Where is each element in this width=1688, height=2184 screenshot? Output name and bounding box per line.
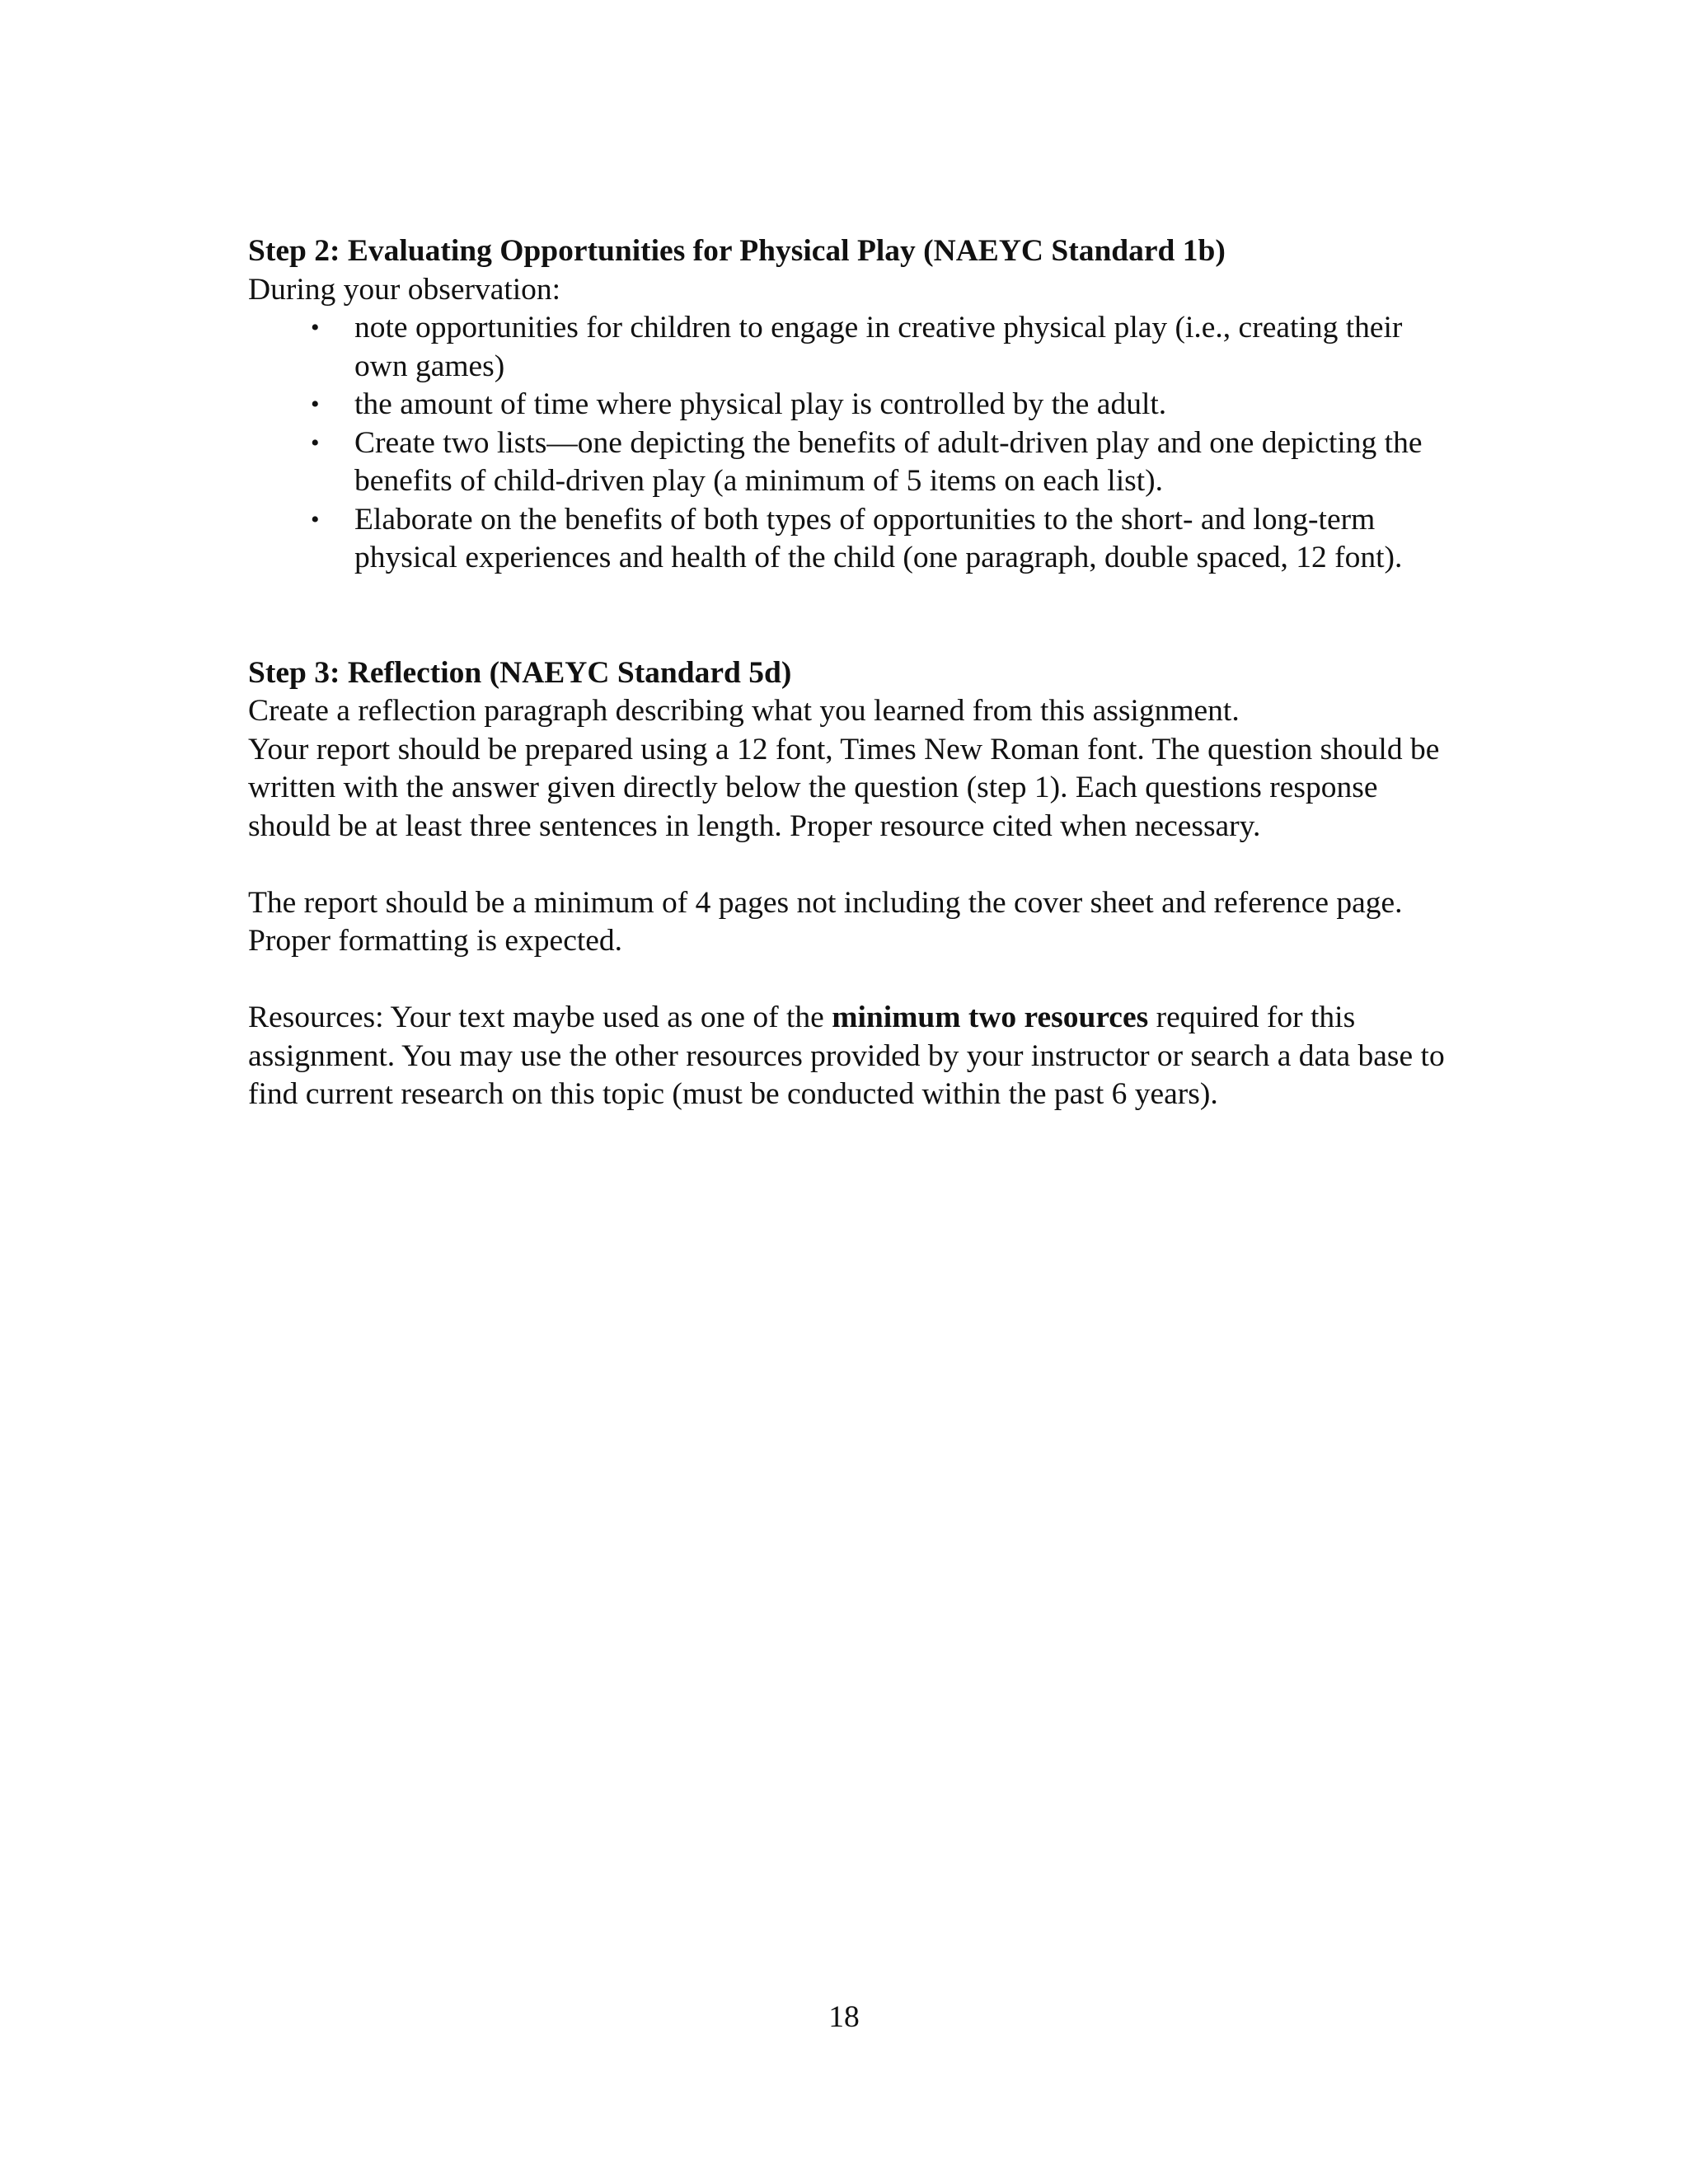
bullet-icon: • bbox=[311, 391, 320, 418]
list-item bbox=[248, 386, 1451, 424]
list-item bbox=[248, 501, 1451, 578]
resources-prefix: Resources: Your text maybe used as one of the bbox=[248, 1001, 832, 1034]
section-spacer bbox=[248, 578, 1451, 654]
bullet-icon: • bbox=[311, 314, 320, 341]
bullet-icon: • bbox=[311, 505, 320, 533]
step3-report-instructions: Your report should be prepared using a 12 font, Times New Roman font. The question should be written with the answer given directly below the question (step 1). Each questions response should be at least three sentences in length. Proper resource cited when necessary. bbox=[248, 732, 1440, 843]
step2-bullet-list bbox=[248, 309, 1451, 578]
page-number: 18 bbox=[828, 2000, 860, 2034]
list-item-text: the amount of time where physical play is controlled by the adult. bbox=[354, 387, 1167, 421]
bullet-icon: • bbox=[311, 429, 320, 457]
step3-heading: Step 3: Reflection (NAEYC Standard 5d) bbox=[248, 655, 792, 690]
resources-suffix: required for this assignment. You may use the other resources provided by your instructor or search a data base to find current research on this topic (must be conducted within the past 6 years). bbox=[248, 1001, 1445, 1111]
list-item-text: Elaborate on the benefits of both types of opportunities to the short- and long-term physical experiences and health of the child (one paragraph, double spaced, 12 font). bbox=[354, 502, 1403, 574]
report-length-paragraph: The report should be a minimum of 4 pages not including the cover sheet and reference page. Proper formatting is expected. bbox=[248, 885, 1403, 958]
paragraph-spacer bbox=[248, 846, 1451, 884]
step2-heading: Step 2: Evaluating Opportunities for Physical Play (NAEYC Standard 1b) bbox=[248, 234, 1226, 268]
step3-reflection-line: Create a reflection paragraph describing what you learned from this assignment. bbox=[248, 694, 1240, 728]
paragraph-spacer bbox=[248, 961, 1451, 1000]
resources-paragraph bbox=[248, 999, 1451, 1114]
page-content bbox=[248, 232, 1451, 1114]
list-item bbox=[248, 309, 1451, 386]
step2-intro: During your observation: bbox=[248, 272, 561, 307]
list-item-text: Create two lists—one depicting the benefits of adult-driven play and one depicting the benefits of child-driven play (a minimum of 5 items on each list). bbox=[354, 425, 1423, 498]
list-item bbox=[248, 424, 1451, 501]
resources-emphasis: minimum two resources bbox=[832, 1001, 1149, 1034]
list-item-text: note opportunities for children to engage in creative physical play (i.e., creating their own games) bbox=[354, 311, 1403, 383]
